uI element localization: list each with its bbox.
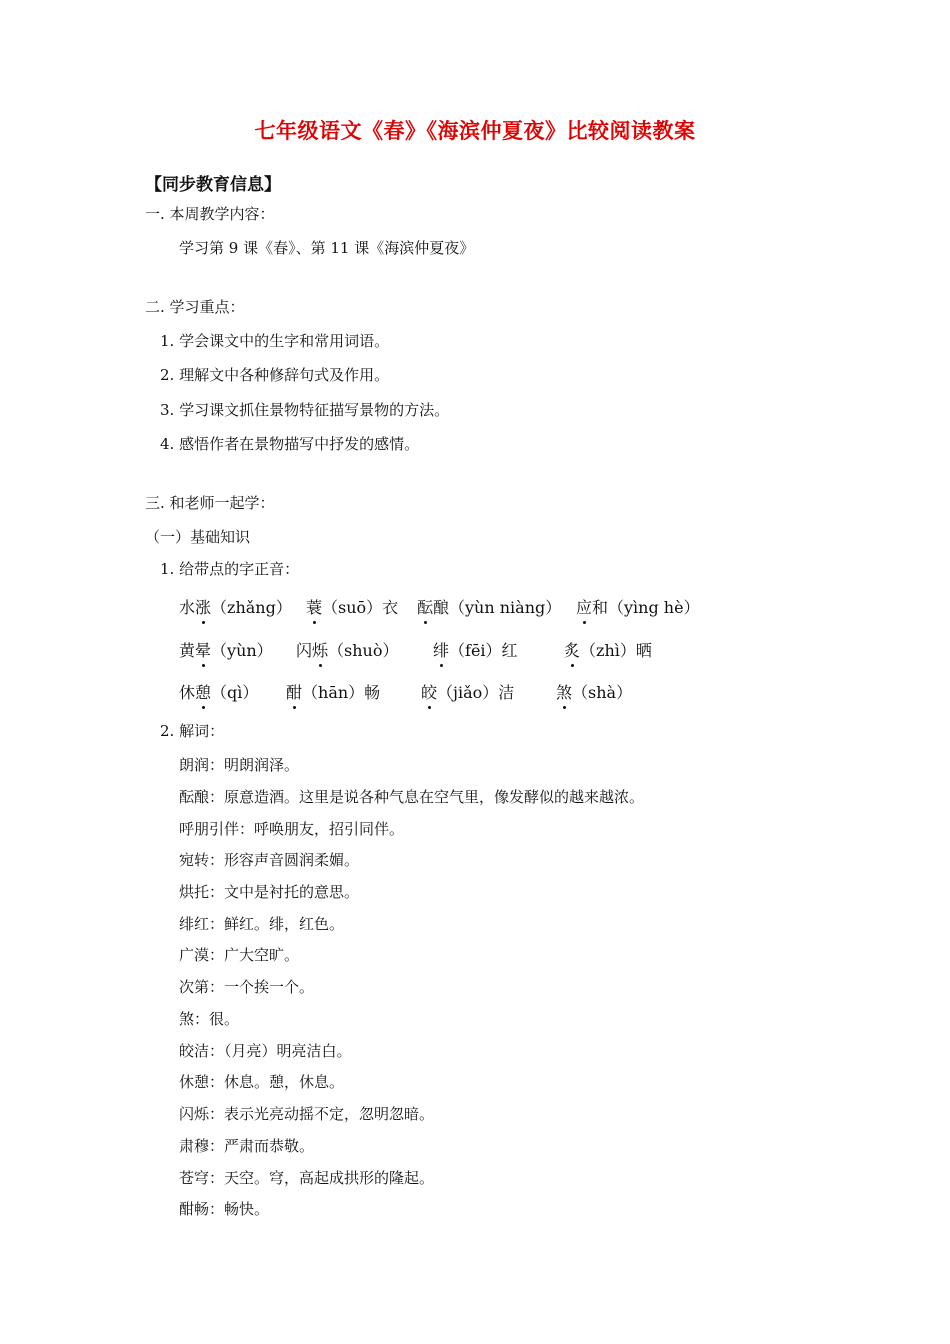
definition-item: 肃穆：严肃而恭敬。 bbox=[179, 1137, 315, 1155]
definition-item: 呼朋引伴：呼唤朋友，招引同伴。 bbox=[179, 820, 405, 838]
definition-item: 次第：一个挨一个。 bbox=[179, 978, 315, 996]
section-heading: 【同步教育信息】 bbox=[145, 175, 281, 195]
focus-item: 4. 感悟作者在景物描写中抒发的感情。 bbox=[160, 435, 420, 453]
question-definitions: 2. 解词： bbox=[160, 722, 225, 740]
part1-label: 一. 本周教学内容： bbox=[145, 205, 275, 223]
pinyin-item: 酝酿（yùn niàng） bbox=[417, 595, 561, 618]
focus-item: 1. 学会课文中的生字和常用词语。 bbox=[160, 332, 390, 350]
definition-item: 酣畅：畅快。 bbox=[179, 1200, 270, 1218]
definition-item: 闪烁：表示光亮动摇不定，忽明忽暗。 bbox=[179, 1105, 435, 1123]
subsection-basics: （一）基础知识 bbox=[145, 528, 251, 546]
pinyin-item: 水涨（zhǎng） bbox=[179, 595, 292, 618]
pinyin-item: 蓑（suō）衣 bbox=[306, 595, 398, 618]
definition-item: 朗润：明朗润泽。 bbox=[179, 756, 300, 774]
pinyin-item: 闪烁（shuò） bbox=[296, 638, 399, 661]
part3-label: 三. 和老师一起学： bbox=[145, 494, 275, 512]
definition-item: 绯红：鲜红。绯，红色。 bbox=[179, 915, 345, 933]
definition-item: 酝酿：原意造酒。这里是说各种气息在空气里，像发酵似的越来越浓。 bbox=[179, 788, 645, 806]
question-pronunciation: 1. 给带点的字正音： bbox=[160, 560, 300, 578]
part2-label: 二. 学习重点： bbox=[145, 298, 245, 316]
focus-item: 3. 学习课文抓住景物特征描写景物的方法。 bbox=[160, 401, 450, 419]
pinyin-item: 休憩（qì） bbox=[179, 680, 258, 703]
pinyin-item: 黄晕（yùn） bbox=[179, 638, 273, 661]
pinyin-item: 炙（zhì）晒 bbox=[564, 638, 652, 661]
definition-item: 广漠：广大空旷。 bbox=[179, 946, 300, 964]
definition-item: 苍穹：天空。穹，高起成拱形的隆起。 bbox=[179, 1169, 435, 1187]
pinyin-item: 应和（yìng hè） bbox=[576, 595, 700, 618]
pinyin-item: 煞（shà） bbox=[556, 680, 632, 703]
pinyin-item: 酣（hān）畅 bbox=[286, 680, 380, 703]
definition-item: 宛转：形容声音圆润柔媚。 bbox=[179, 851, 360, 869]
definition-item: 休憩：休息。憩，休息。 bbox=[179, 1073, 345, 1091]
part1-content: 学习第 9 课《春》、第 11 课《海滨仲夏夜》 bbox=[179, 239, 475, 257]
definition-item: 皎洁：（月亮）明亮洁白。 bbox=[179, 1042, 352, 1060]
definition-item: 煞：很。 bbox=[179, 1010, 240, 1028]
pinyin-item: 皎（jiǎo）洁 bbox=[421, 680, 514, 703]
focus-item: 2. 理解文中各种修辞句式及作用。 bbox=[160, 366, 390, 384]
definition-item: 烘托：文中是衬托的意思。 bbox=[179, 883, 360, 901]
pinyin-item: 绯（fēi）红 bbox=[433, 638, 518, 661]
document-title: 七年级语文《春》《海滨仲夏夜》比较阅读教案 bbox=[254, 118, 696, 143]
